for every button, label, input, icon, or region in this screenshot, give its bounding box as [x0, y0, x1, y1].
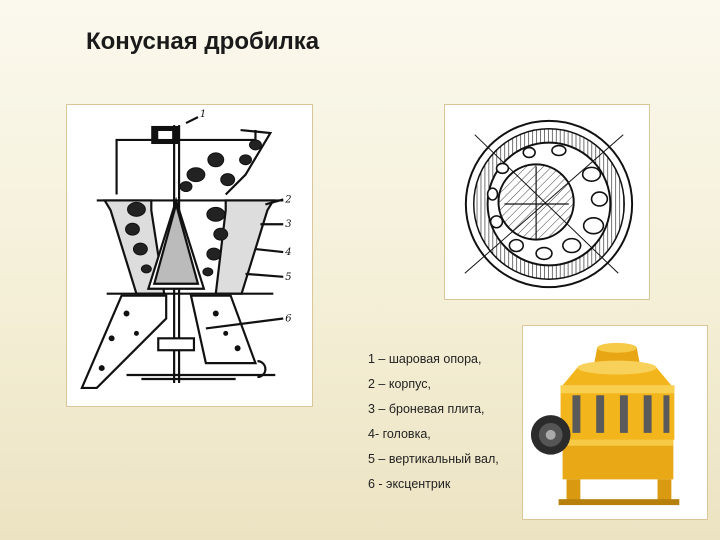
- crusher-photo: [522, 325, 708, 520]
- crusher-section-drawing: [66, 104, 313, 407]
- legend-item-1: 1 – шаровая опора,: [368, 352, 482, 366]
- crusher-section-svg: [67, 105, 312, 406]
- legend-item-2: 2 – корпус,: [368, 377, 431, 391]
- parts-legend: [368, 350, 499, 500]
- crusher-photo-svg: [523, 326, 707, 519]
- slide-title: Конусная дробилка: [86, 28, 320, 55]
- callout-3: 3: [285, 219, 292, 231]
- callout-2: 2: [285, 194, 292, 206]
- callout-1: 1: [199, 109, 207, 121]
- crusher-plan-section: [444, 104, 650, 300]
- callout-5: 5: [285, 271, 292, 283]
- plan-section-svg: [445, 105, 649, 299]
- callout-6: 6: [285, 313, 292, 325]
- legend-item-5: 5 – вертикальный вал,: [368, 452, 499, 466]
- callout-4: 4: [285, 247, 292, 259]
- legend-item-6: 6 - эксцентрик: [368, 477, 451, 491]
- legend-item-4: 4- головка,: [368, 427, 431, 441]
- legend-item-3: 3 – броневая плита,: [368, 402, 485, 416]
